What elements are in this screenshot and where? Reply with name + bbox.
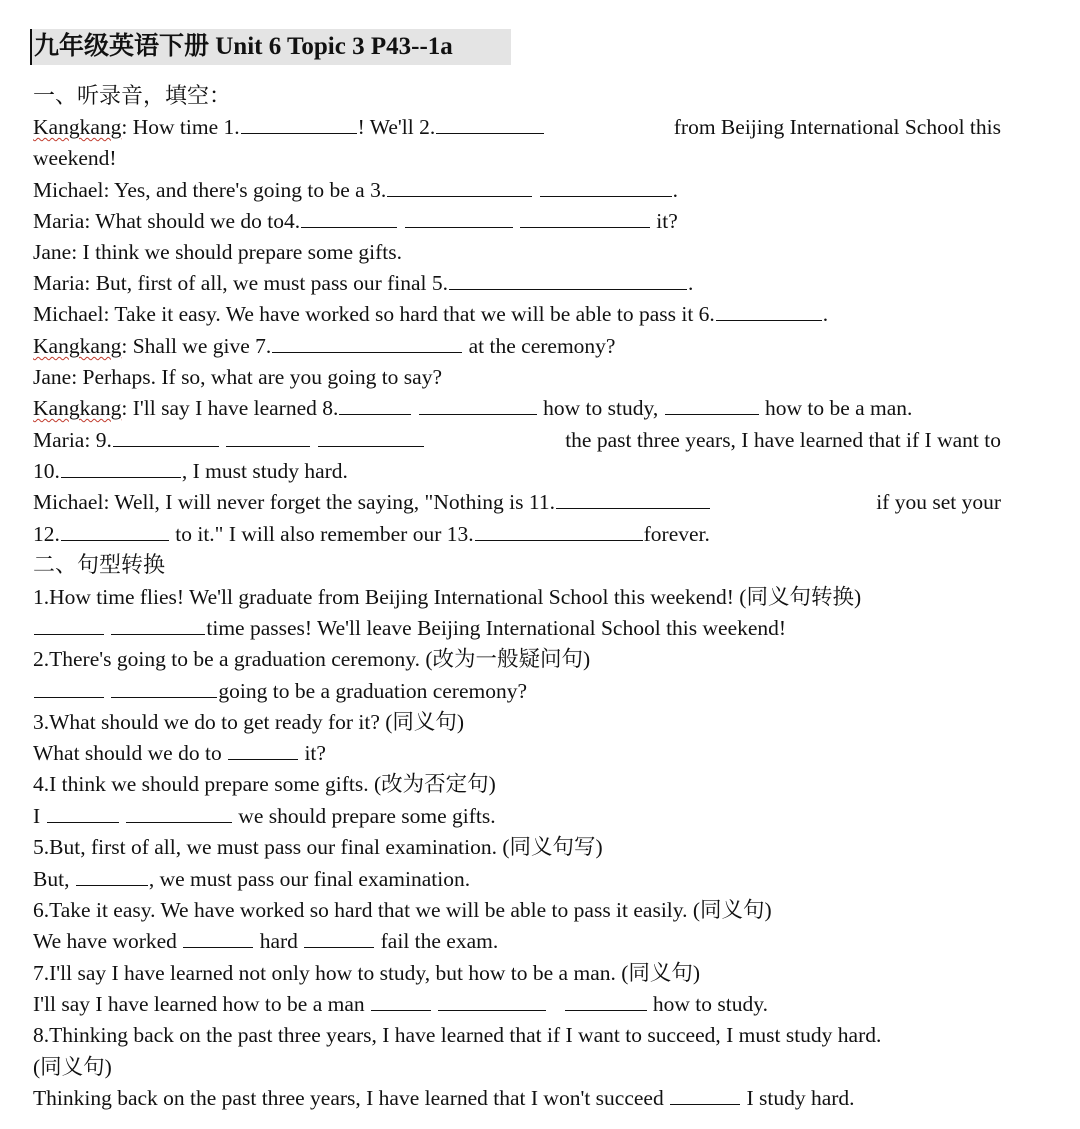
question-1: 1.How time flies! We'll graduate from Beijing International School this weekend! (同义句转换) (33, 585, 862, 609)
blank-q7c[interactable] (565, 990, 647, 1011)
blank-4b[interactable] (405, 207, 513, 228)
dialogue-line-11b: 12. to it." I will also remember our 13. forever. (33, 522, 710, 546)
question-5: 5.But, first of all, we must pass our final examination. (同义句写) (33, 835, 603, 859)
blank-q2a[interactable] (34, 677, 104, 698)
dialogue-line-10b: 10. , I must study hard. (33, 459, 348, 483)
blank-1[interactable] (241, 113, 357, 134)
blank-9c[interactable] (318, 426, 424, 447)
dialogue-line-5: Maria: But, first of all, we must pass our final 5. . (33, 271, 694, 295)
blank-5[interactable] (449, 269, 687, 290)
dialogue-line-3: Maria: What should we do to4. it? (33, 209, 678, 233)
blank-q7a[interactable] (371, 990, 431, 1011)
question-8: 8.Thinking back on the past three years, I have learned that if I want to succeed, I must study hard. (33, 1023, 882, 1047)
dialogue-line-7: Kangkang: Shall we give 7. at the ceremony? (33, 334, 616, 358)
blank-q4a[interactable] (47, 802, 119, 823)
answer-6: We have worked hard fail the exam. (33, 929, 499, 953)
page-title: 九年级英语下册 Unit 6 Topic 3 P43--1a (30, 29, 511, 65)
blank-3b[interactable] (540, 176, 672, 197)
blank-9b[interactable] (226, 426, 310, 447)
question-7: 7.I'll say I have learned not only how to study, but how to be a man. (同义句) (33, 961, 701, 985)
blank-13[interactable] (475, 520, 643, 541)
section-heading-listening: 一、听录音，填空： (33, 83, 232, 108)
blank-4a[interactable] (301, 207, 397, 228)
blank-q3[interactable] (228, 739, 298, 760)
dialogue-line-1: Kangkang: How time 1. ! We'll 2. from Beijing International School this (33, 115, 1001, 139)
answer-8: Thinking back on the past three years, I have learned that I won't succeed I study hard. (33, 1086, 855, 1110)
blank-8a[interactable] (339, 394, 411, 415)
blank-q8[interactable] (670, 1084, 740, 1105)
blank-q4b[interactable] (126, 802, 232, 823)
dialogue-line-6: Michael: Take it easy. We have worked so hard that we will be able to pass it 6. . (33, 302, 829, 326)
blank-7[interactable] (272, 332, 462, 353)
blank-2[interactable] (436, 113, 544, 134)
blank-q5[interactable] (76, 865, 148, 886)
blank-q6b[interactable] (304, 927, 374, 948)
answer-5: But, , we must pass our final examination. (33, 867, 471, 891)
question-2: 2.There's going to be a graduation ceremony. (改为一般疑问句) (33, 647, 591, 671)
blank-11[interactable] (556, 488, 710, 509)
blank-q6a[interactable] (183, 927, 253, 948)
dialogue-line-4: Jane: I think we should prepare some gifts. (33, 240, 402, 264)
answer-7: I'll say I have learned how to be a man how to study. (33, 992, 768, 1016)
blank-q2b[interactable] (111, 677, 217, 698)
question-8-note: (同义句) (33, 1055, 112, 1079)
blank-9a[interactable] (113, 426, 219, 447)
blank-12[interactable] (61, 520, 169, 541)
dialogue-line-9: Kangkang: I'll say I have learned 8. how to study, how to be a man. (33, 396, 913, 420)
answer-3: What should we do to it? (33, 741, 326, 765)
question-3: 3.What should we do to get ready for it? (同义句) (33, 710, 465, 734)
dialogue-line-2: Michael: Yes, and there's going to be a 3. . (33, 178, 678, 202)
blank-q1b[interactable] (111, 614, 205, 635)
blank-8c[interactable] (665, 394, 759, 415)
dialogue-line-11: Michael: Well, I will never forget the saying, "Nothing is 11. if you set your (33, 490, 1001, 514)
blank-q7b[interactable] (438, 990, 546, 1011)
blank-6[interactable] (716, 300, 822, 321)
blank-4c[interactable] (520, 207, 650, 228)
blank-q1a[interactable] (34, 614, 104, 635)
blank-8b[interactable] (419, 394, 537, 415)
answer-4: I we should prepare some gifts. (33, 804, 496, 828)
blank-10[interactable] (61, 457, 181, 478)
question-4: 4.I think we should prepare some gifts. (改为否定句) (33, 772, 496, 796)
section-heading-transform: 二、句型转换 (33, 552, 166, 577)
blank-3a[interactable] (387, 176, 532, 197)
answer-1: time passes! We'll leave Beijing International School this weekend! (33, 614, 786, 642)
dialogue-line-8: Jane: Perhaps. If so, what are you going to say? (33, 365, 442, 389)
question-6: 6.Take it easy. We have worked so hard that we will be able to pass it easily. (同义句) (33, 898, 772, 922)
answer-2: going to be a graduation ceremony? (33, 677, 527, 705)
dialogue-line-1b: weekend! (33, 146, 117, 170)
dialogue-line-10: Maria: 9. the past three years, I have learned that if I want to (33, 428, 1001, 452)
